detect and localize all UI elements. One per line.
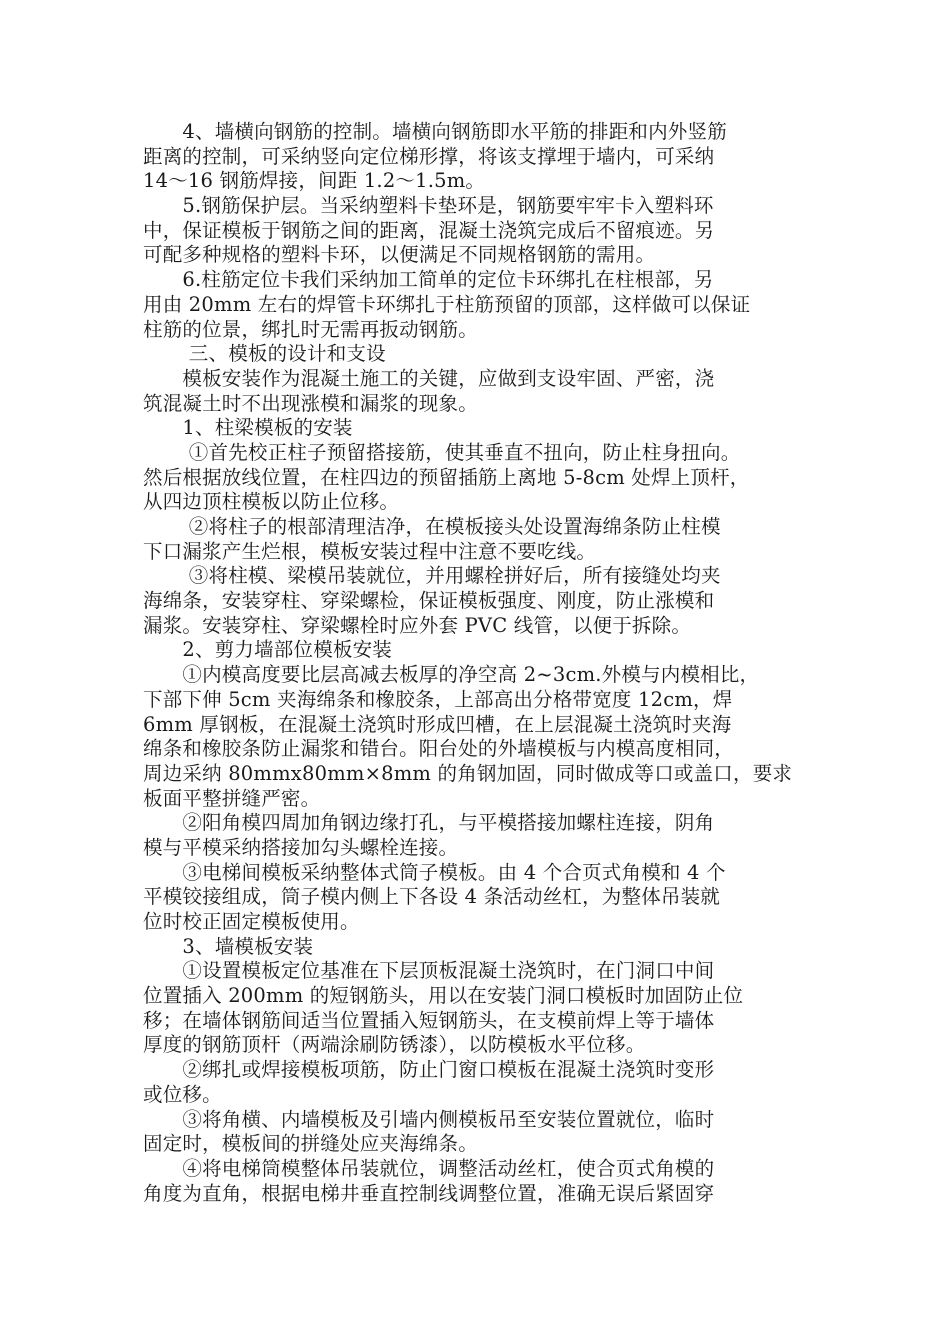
text-line: 绵条和橡胶条防止漏浆和错台。阳台处的外墙模板与内模高度相同，	[143, 737, 735, 761]
text-line: 下口漏浆产生烂根，模板安装过程中注意不要吃线。	[143, 539, 597, 563]
text-line: 厚度的钢筋顶杆（两端涂刷防锈漆），以防模板水平位移。	[143, 1033, 646, 1057]
text-line: ②阳角模四周加角钢边缘打孔，与平模搭接加螺柱连接，阴角	[143, 811, 715, 835]
text-line: 可配多种规格的塑料卡环，以便满足不同规格钢筋的需用。	[143, 243, 656, 267]
text-line: 6.柱筋定位卡我们采纳加工简单的定位卡环绑扎在柱根部，另	[143, 268, 714, 292]
text-line: 柱筋的位景，绑扎时无需再扳动钢筋。	[143, 317, 478, 341]
text-line: 然后根据放线位置，在柱四边的预留插筋上离地 5-8cm 处焊上顶杆，	[143, 465, 750, 489]
text-line: ①内模高度要比层高减去板厚的净空高 2~3cm.外模与内模相比，	[143, 663, 760, 687]
text-line: ②将柱子的根部清理洁净，在模板接头处设置海绵条防止柱模	[143, 515, 721, 538]
text-line: 漏浆。安装穿柱、穿梁螺栓时应外套 PVC 线管，以便于拆除。	[143, 613, 692, 637]
text-line: 距离的控制，可采纳竖向定位梯形撑，将该支撑埋于墙内，可采纳	[143, 144, 715, 168]
body-text	[143, 120, 823, 1206]
text-line: 或位移。	[143, 1082, 222, 1106]
text-line: 角度为直角，根据电梯井垂直控制线调整位置，准确无误后紧固穿	[143, 1181, 715, 1205]
text-line: 筑混凝土时不出现涨模和漏浆的现象。	[143, 391, 478, 415]
text-line: 6mm 厚钢板，在混凝土浇筑时形成凹槽，在上层混凝土浇筑时夹海	[143, 712, 732, 736]
text-line: 14～16 钢筋焊接，间距 1.2～1.5m。	[143, 169, 486, 193]
text-line: 板面平整拼缝严密。	[143, 786, 321, 810]
text-line: 2、剪力墙部位模板安装	[143, 638, 393, 662]
text-line: ④将电梯筒模整体吊装就位，调整活动丝杠，使合页式角模的	[143, 1156, 715, 1180]
text-line: 固定时，模板间的拼缝处应夹海绵条。	[143, 1132, 478, 1156]
text-line: ③将柱模、梁模吊装就位，并用螺栓拼好后，所有接缝处均夹	[143, 564, 721, 588]
text-line: 位置插入 200mm 的短钢筋头，用以在安装门洞口模板时加固防止位	[143, 984, 744, 1008]
text-line: 下部下伸 5cm 夹海绵条和橡胶条，上部高出分格带宽度 12cm，焊	[143, 687, 733, 711]
text-line: 海绵条，安装穿柱、穿梁螺检，保证模板强度、刚度，防止涨模和	[143, 589, 715, 613]
text-line: ①首先校正柱子预留搭接筋，使其垂直不扭向，防止柱身扭向。	[143, 440, 741, 464]
text-line: ①设置模板定位基准在下层顶板混凝土浇筑时，在门洞口中间	[143, 959, 715, 983]
text-line: ②绑扎或焊接模板项筋，防止门窗口模板在混凝土浇筑时变形	[143, 1058, 715, 1082]
text-line: 模板安装作为混凝土施工的关键，应做到支设牢固、严密，浇	[143, 366, 715, 390]
text-line: 中，保证模板于钢筋之间的距离，混凝土浇筑完成后不留痕迹。另	[143, 218, 715, 242]
text-line: 4、墙横向钢筋的控制。墙横向钢筋即水平筋的排距和内外竖筋	[143, 120, 727, 143]
text-line: ③将角横、内墙模板及引墙内侧模板吊至安装位置就位，临时	[143, 1107, 715, 1131]
text-line: 5.钢筋保护层。当采纳塑料卡垫环是，钢筋要牢牢卡入塑料环	[143, 194, 714, 218]
text-line: 1、柱梁模板的安装	[143, 416, 353, 440]
text-line: 3、墙模板安装	[143, 934, 314, 958]
text-line: 位时校正固定模板使用。	[143, 910, 360, 933]
text-line: 移；在墙体钢筋间适当位置插入短钢筋头，在支模前焊上等于墙体	[143, 1008, 715, 1032]
text-line: 模与平模采纳搭接加勾头螺栓连接。	[143, 835, 459, 859]
text-line: 平模铰接组成，筒子模内侧上下各设 4 条活动丝杠，为整体吊装就	[143, 885, 721, 909]
text-line: ③电梯间模板采纳整体式筒子模板。由 4 个合页式角模和 4 个	[143, 860, 726, 884]
text-line: 从四边顶柱模板以防止位移。	[143, 490, 400, 514]
text-line: 三、模板的设计和支设	[143, 342, 386, 366]
text-line: 用由 20mm 左右的焊管卡环绑扎于柱筋预留的顶部，这样做可以保证	[143, 292, 751, 316]
text-line: 周边采纳 80mmx80mm×8mm 的角钢加固，同时做成等口或盖口，要求	[143, 761, 793, 785]
